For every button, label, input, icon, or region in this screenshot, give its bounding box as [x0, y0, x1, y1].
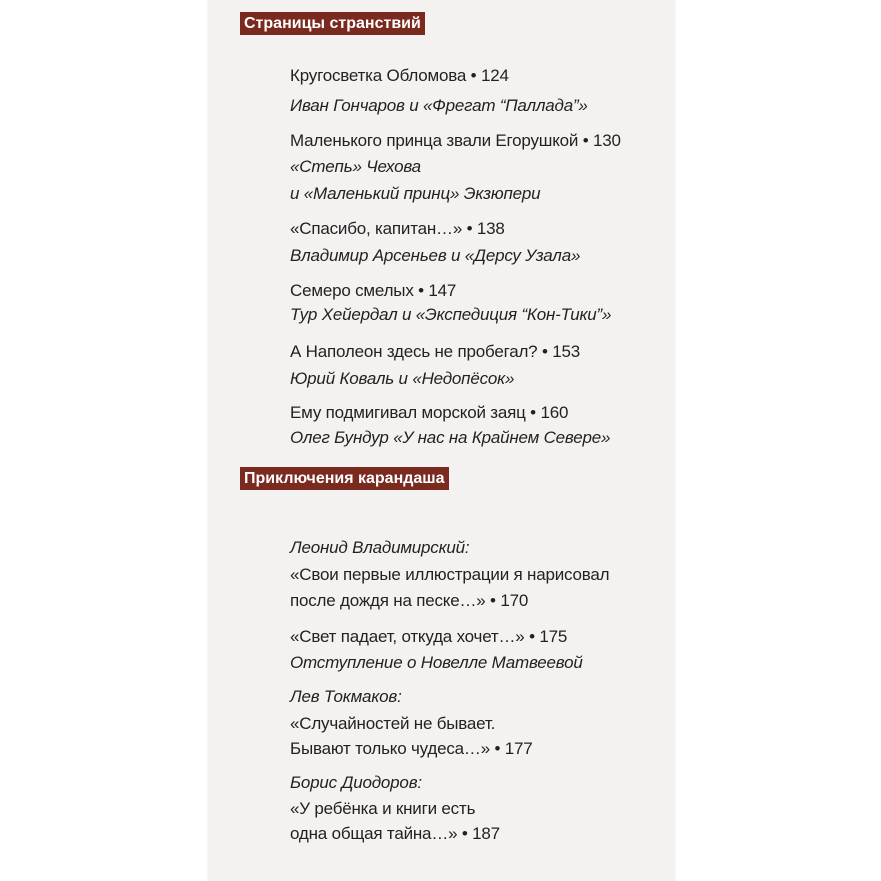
- toc-entry-title: «Спасибо, капитан…» • 138: [290, 219, 505, 238]
- toc-entry-subtitle: Олег Бундур «У нас на Крайнем Севере»: [290, 428, 611, 447]
- toc-entry-title: «У ребёнка и книги есть: [290, 799, 476, 818]
- section-header-1: Страницы странствий: [240, 12, 425, 35]
- toc-entry-title: Маленького принца звали Егорушкой • 130: [290, 131, 621, 150]
- toc-entry-title: «Случайностей не бывает.: [290, 714, 496, 733]
- toc-entry-title: после дождя на песке…» • 170: [290, 591, 529, 610]
- toc-entry-subtitle: Владимир Арсеньев и «Дерсу Узала»: [290, 246, 581, 265]
- section-header-2: Приключения карандаша: [240, 467, 449, 490]
- toc-entry-subtitle: Отступление о Новелле Матвеевой: [290, 653, 583, 672]
- toc-entry-subtitle: и «Маленький принц» Экзюпери: [290, 184, 541, 203]
- toc-entry-title: Ему подмигивал морской заяц • 160: [290, 403, 569, 422]
- toc-entry-author: Борис Диодоров:: [290, 773, 422, 792]
- toc-entry-title: «Свет падает, откуда хочет…» • 175: [290, 627, 568, 646]
- toc-entry-title: Кругосветка Обломова • 124: [290, 66, 509, 85]
- toc-entry-subtitle: «Степь» Чехова: [290, 157, 421, 176]
- toc-entry-author: Лев Токмаков:: [290, 687, 402, 706]
- toc-entry-author: Леонид Владимирский:: [290, 538, 470, 557]
- toc-entry-title: А Наполеон здесь не пробегал? • 153: [290, 342, 580, 361]
- toc-entry-subtitle: Тур Хейердал и «Экспедиция “Кон-Тики”»: [290, 305, 612, 324]
- toc-entry-title: Бывают только чудеса…» • 177: [290, 739, 533, 758]
- toc-entry-subtitle: Юрий Коваль и «Недопёсок»: [290, 369, 515, 388]
- toc-entry-title: «Свои первые иллюстрации я нарисовал: [290, 565, 610, 584]
- toc-entry-title: Семеро смелых • 147: [290, 281, 457, 300]
- toc-entry-subtitle: Иван Гончаров и «Фрегат “Паллада”»: [290, 96, 588, 115]
- toc-entry-title: одна общая тайна…» • 187: [290, 824, 500, 843]
